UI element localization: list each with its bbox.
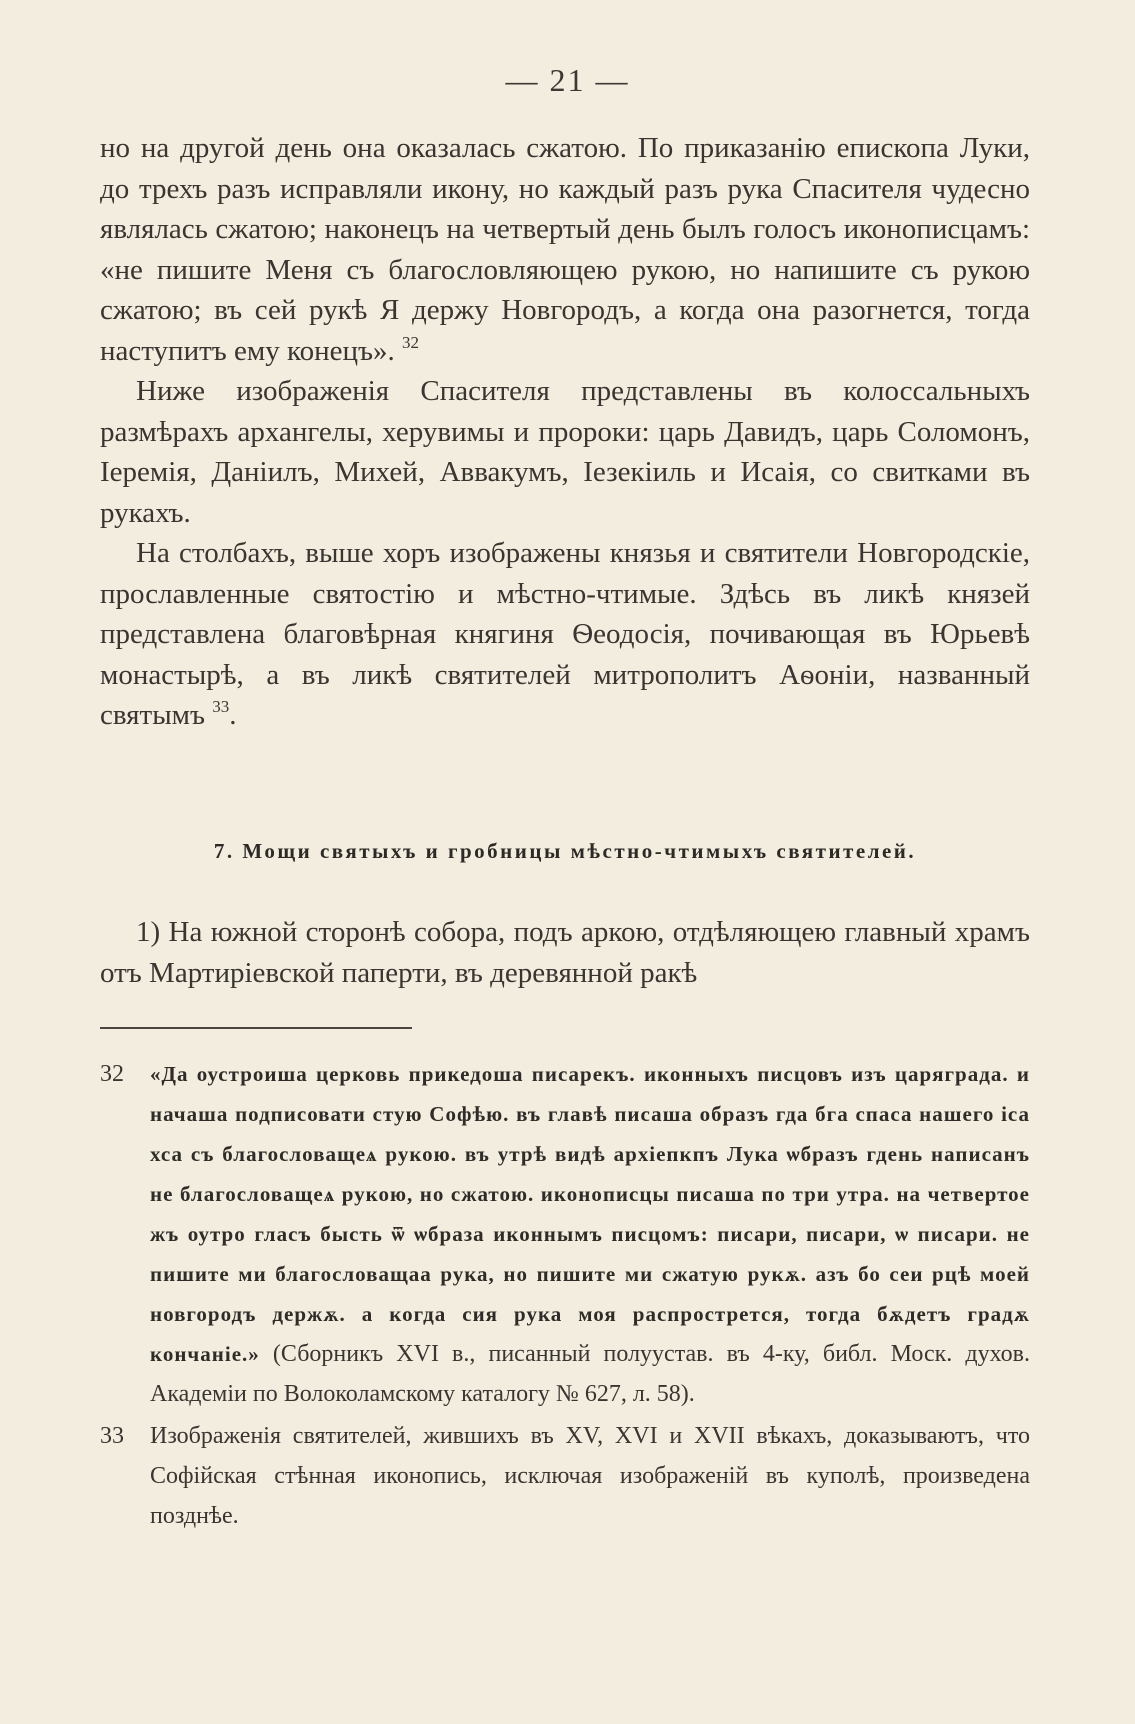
footnote-ref[interactable]: 32 [402,332,420,352]
section-heading: 7. Мощи святыхъ и гробницы мѣстно-чтимыхъ святителей. [213,839,917,863]
page-number: — 21 — [505,62,630,98]
footnote-number: 32 [100,1061,124,1087]
footnote [100,1054,1030,1414]
paragraph: но на другой день она оказалась сжатою. По приказанію епископа Луки, до трехъ разъ исправляли икону, но каждый разъ рука Спасителя чудесно являлась сжатою; наконецъ на четвертый день былъ голосъ иконописцамъ: «не пишите Меня съ благословляющею рукою, но напишите съ рукою сжатою; въ сей рукѣ Я держу Новгородъ, а когда она разогнется, тогда наступитъ ему конецъ». $^{32}$ [100,132,1030,367]
section-text [100,912,1030,994]
footnote-divider [100,1027,412,1029]
footnote [100,1416,1030,1536]
paragraph: 1) На южной сторонѣ собора, подъ аркою, отдѣляющею главный храмъ отъ Мартиріевской паперти, въ деревянной ракѣ [100,916,1030,989]
footnote-text: Изображенія святителей, жившихъ въ XV, XVI и XVII вѣкахъ, доказываютъ, что Софійская стѣнная иконопись, исключая изображеній въ куполѣ, произведена позднѣе. [150,1423,1030,1529]
paragraph: На столбахъ, выше хоръ изображены князья и святители Новгородскіе, прославленные святостію и мѣстно-чтимые. Здѣсь въ ликѣ князей представлена благовѣрная княгиня Ѳеодосія, почивающая въ Юрьевѣ монастырѣ, а въ ликѣ святителей митрополитъ Аѳоніи, названный святымъ $^{33}$. [100,537,1030,731]
paragraph: Ниже изображенія Спасителя представлены въ колоссальныхъ размѣрахъ архангелы, херувимы и пророки: царь Давидъ, царь Соломонъ, Іеремія, Даніилъ, Михей, Аввакумъ, Іезекіиль и Исаія, со свитками въ рукахъ. [100,375,1030,529]
footnote-text: (Сборникъ XVI в., писанный полуустав. въ 4-ку, библ. Моск. духов. Академіи по Волоколамскому каталогу № 627, л. 58). [150,1341,1031,1407]
footnote-ref[interactable]: 33 [212,697,230,716]
footnotes [100,1054,1030,1538]
main-text [100,128,1030,736]
church-slavonic-quote: «Да оустроиша церковь прикедоша писарекъ. иконныхъ писцовъ изъ царяграда. и начаша подписовати стую Софѣю. въ главѣ писаша образъ гда бга спаса нашего іса хса съ благословащеѧ рукою. въ утрѣ видѣ архіепкпъ Лука ѡбразъ гдень написанъ не благословащеѧ рукою, но сжатою. иконописцы писаша по три утра. на четвертое жъ оутро гласъ бысть ѿ ѡбраза иконнымъ писцомъ: писари, писари, ѡ писари. не пишите ми благословащаа рука, но пишите ми сжатую рукѫ. азъ бо сеи рцѣ моей новгородъ держѫ. а когда сия рука моя распрострется, тогда бѫдетъ градѫ кончаніе.» [150,1062,1030,1366]
footnote-number: 33 [100,1423,124,1449]
